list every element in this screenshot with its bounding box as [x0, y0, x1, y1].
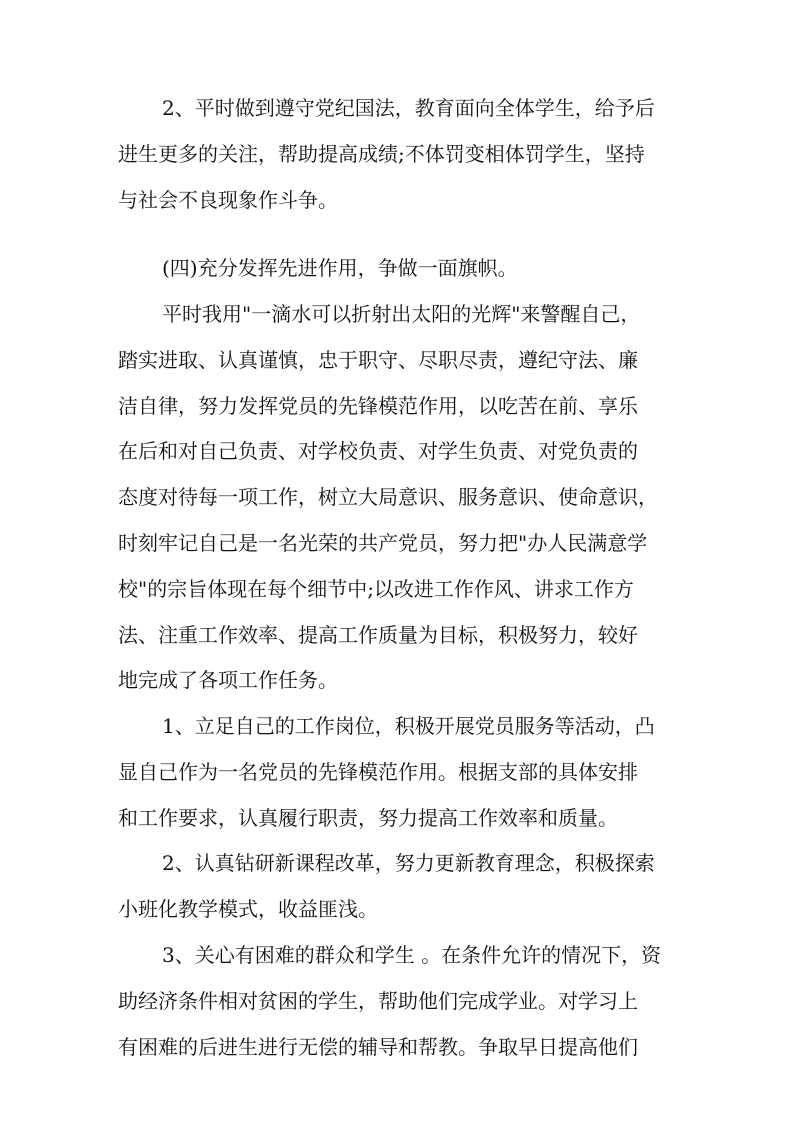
- paragraph-item-3-care: [118, 933, 662, 1070]
- section-4-heading: [118, 246, 658, 292]
- text-line: 平时我用"一滴水可以折射出太阳的光辉"来警醒自己，: [162, 302, 641, 326]
- text-line: 2、认真钻研新课程改革，努力更新教育理念，积极探索: [162, 851, 655, 875]
- paragraph-section-4-body: [118, 292, 658, 704]
- text-line: 校"的宗旨体现在每个细节中;以改进工作作风、讲求工作方: [118, 576, 634, 601]
- text-line: 和工作要求，认真履行职责，努力提高工作效率和质量。: [118, 805, 618, 830]
- text-line: 2、平时做到遵守党纪国法，教育面向全体学生，给予后: [162, 96, 655, 120]
- text-line: 1、立足自己的工作岗位，积极开展党员服务等活动，凸: [162, 714, 655, 738]
- text-line: 法、注重工作效率、提高工作质量为目标，积极努力，较好: [118, 622, 638, 647]
- text-line: 小班化教学模式，收益匪浅。: [118, 896, 378, 921]
- text-line: 时刻牢记自己是一名光荣的共产党员，努力把"办人民满意学: [118, 530, 648, 555]
- text-line: 地完成了各项工作任务。: [118, 668, 338, 693]
- text-line: 洁自律，努力发挥党员的先锋模范作用，以吃苦在前、享乐: [118, 393, 638, 418]
- paragraph-item-2-discipline: [118, 86, 658, 223]
- text-line: 3、关心有困难的群众和学生 。在条件允许的情况下，资: [162, 943, 662, 967]
- text-line: 在后和对自己负责、对学校负责、对学生负责、对党负责的: [118, 439, 638, 464]
- heading-line: (四)充分发挥先进作用，争做一面旗帜。: [162, 256, 518, 280]
- text-line: 助经济条件相对贫困的学生，帮助他们完成学业。对学习上: [118, 988, 638, 1013]
- text-line: 态度对待每一项工作，树立大局意识、服务意识、使命意识，: [118, 485, 658, 510]
- text-line: 有困难的后进生进行无偿的辅导和帮教。争取早日提高他们: [118, 1034, 638, 1059]
- paragraph-item-2-reform: [118, 841, 658, 933]
- text-line: 进生更多的关注，帮助提高成绩;不体罚变相体罚学生，坚持: [118, 141, 645, 166]
- paragraph-item-1-post: [118, 704, 658, 841]
- text-line: 显自己作为一名党员的先锋模范作用。根据支部的具体安排: [118, 759, 638, 784]
- text-line: 与社会不良现象作斗争。: [118, 187, 338, 212]
- text-line: 踏实进取、认真谨慎，忠于职守、尽职尽责，遵纪守法、廉: [118, 347, 638, 372]
